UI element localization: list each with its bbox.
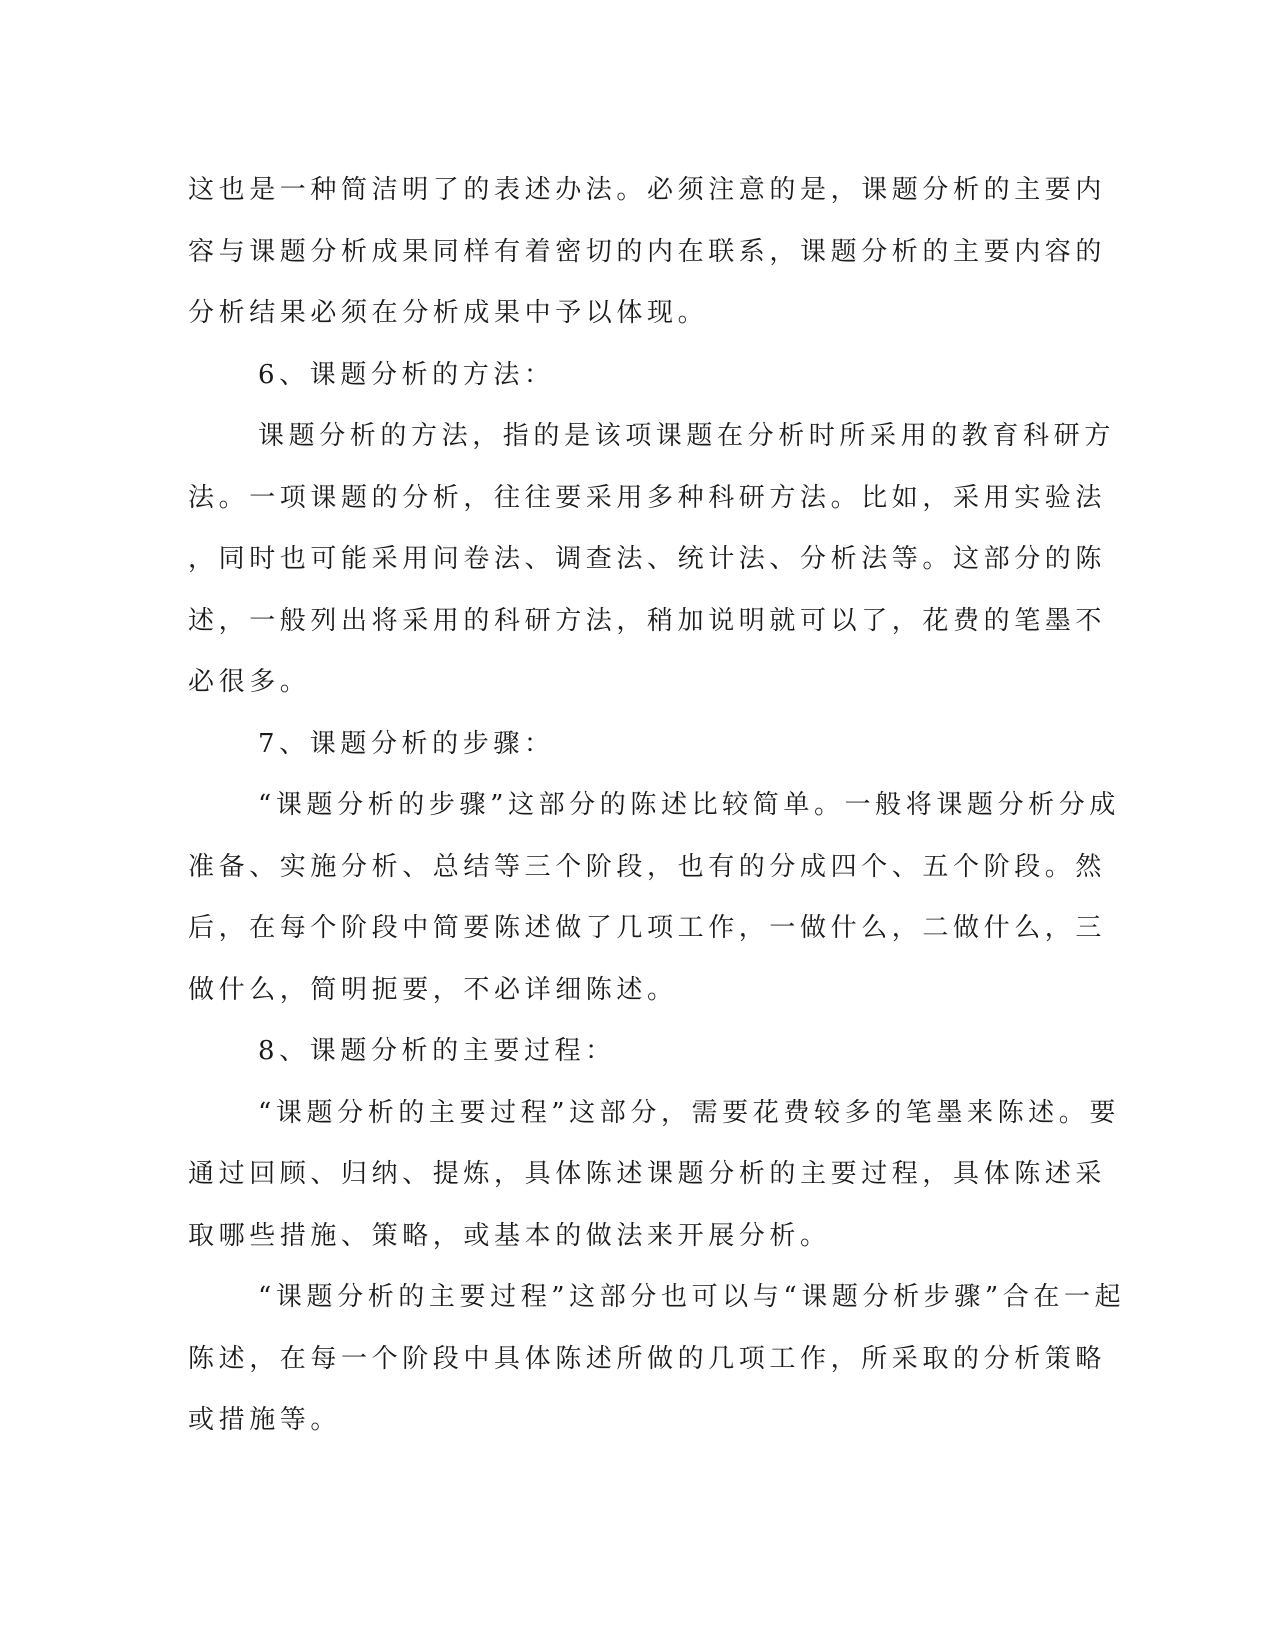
section-heading-6: 6、课题分析的方法： <box>258 359 555 390</box>
text-line: 取哪些措施、策略，或基本的做法来开展分析。 <box>188 1220 831 1251</box>
paragraph-process-1 <box>188 1083 1120 1268</box>
text-line: 法。一项课题的分析，往往要采用多种科研方法。比如，采用实验法 <box>188 482 1107 513</box>
text-line: 必很多。 <box>188 667 311 697</box>
section-heading-7: 7、课题分析的步骤： <box>258 728 555 759</box>
text-line: “课题分析的步骤”这部分的陈述比较简单。一般将课题分析分成 <box>258 790 1120 820</box>
text-line: “课题分析的主要过程”这部分，需要花费较多的笔墨来陈述。要 <box>258 1097 1120 1128</box>
text-line: 容与课题分析成果同样有着密切的内在联系，课题分析的主要内容的 <box>188 236 1107 267</box>
paragraph-process-2 <box>188 1267 1126 1452</box>
section-heading-8: 8、课题分析的主要过程： <box>258 1036 616 1066</box>
text-line: 分析结果必须在分析成果中予以体现。 <box>188 298 709 328</box>
text-line: 或措施等。 <box>188 1405 342 1435</box>
paragraph-steps <box>188 775 1120 1021</box>
text-line: 陈述，在每一个阶段中具体陈述所做的几项工作，所采取的分析策略 <box>188 1343 1107 1374</box>
paragraph-methods <box>188 406 1115 714</box>
text-line: 课题分析的方法，指的是该项课题在分析时所采用的教育科研方 <box>258 421 1115 451</box>
text-line: “课题分析的主要过程”这部分也可以与“课题分析步骤”合在一起 <box>258 1282 1126 1312</box>
paragraph-continuation <box>188 160 1107 345</box>
text-line: 通过回顾、归纳、提炼，具体陈述课题分析的主要过程，具体陈述采 <box>188 1159 1107 1189</box>
text-line: 准备、实施分析、总结等三个阶段，也有的分成四个、五个阶段。然 <box>188 851 1107 882</box>
text-line: 后，在每个阶段中简要陈述做了几项工作，一做什么，二做什么，三 <box>188 913 1107 943</box>
text-line: 这也是一种简洁明了的表述办法。必须注意的是，课题分析的主要内 <box>188 175 1107 205</box>
text-line: ，同时也可能采用问卷法、调查法、统计法、分析法等。这部分的陈 <box>188 544 1107 574</box>
document-body <box>188 160 1126 1452</box>
text-line: 做什么，简明扼要，不必详细陈述。 <box>188 974 678 1005</box>
text-line: 述，一般列出将采用的科研方法，稍加说明就可以了，花费的笔墨不 <box>188 605 1107 636</box>
